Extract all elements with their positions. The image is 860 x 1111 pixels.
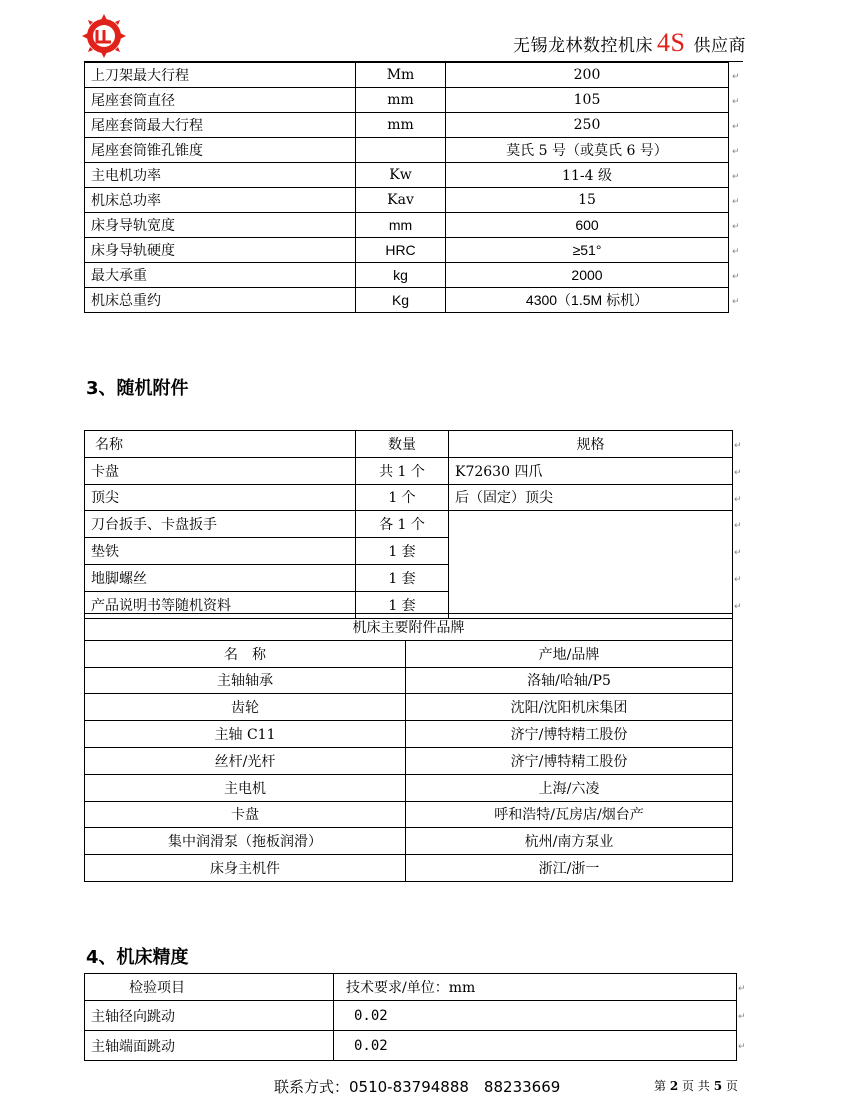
brand-origin: 洛轴/哈轴/P5	[406, 667, 733, 694]
spec-name: 床身导轨硬度	[85, 238, 356, 263]
header-qty: 数量	[356, 431, 449, 458]
accessories-header-row	[85, 431, 733, 458]
brand-part-name: 主轴 C11	[85, 721, 406, 748]
precision-header-value: 技术要求/单位：mm	[334, 974, 737, 1001]
brand-part-name: 床身主机件	[85, 855, 406, 882]
brand-part-name: 卡盘	[85, 801, 406, 828]
spec-name: 床身导轨宽度	[85, 213, 356, 238]
spec-name: 上刀架最大行程	[85, 63, 356, 88]
spec-row	[85, 138, 729, 163]
accessory-qty: 1 套	[356, 538, 449, 565]
spec-row	[85, 88, 729, 113]
paragraph-mark: ↵	[732, 146, 740, 157]
current-page: 2	[669, 1079, 679, 1093]
accessory-name: 产品说明书等随机资料	[85, 591, 356, 618]
accessory-qty: 1 套	[356, 591, 449, 618]
company-name: 无锡龙林数控机床	[513, 36, 654, 56]
brand-row	[85, 747, 733, 774]
spec-table	[84, 62, 729, 313]
spec-unit: Kw	[356, 163, 446, 188]
paragraph-mark: ↵	[732, 196, 740, 207]
spec-value: 11-4 级	[446, 163, 729, 188]
spec-unit: mm	[356, 88, 446, 113]
accessory-row	[85, 457, 733, 484]
page-indicator: 第 2 页 共 5 页	[654, 1079, 738, 1093]
brand-origin: 上海/六凌	[406, 774, 733, 801]
precision-header-item: 检验项目	[85, 974, 334, 1001]
precision-row	[85, 1031, 737, 1061]
paragraph-mark: ↵	[732, 71, 740, 82]
spec-value: 莫氏 5 号（或莫氏 6 号）	[446, 138, 729, 163]
precision-table	[84, 973, 737, 1061]
accessory-spec-empty	[449, 511, 733, 618]
accessory-spec: K72630 四爪	[449, 457, 733, 484]
spec-value: 200	[446, 63, 729, 88]
header-spec: 规格	[449, 431, 733, 458]
brand-row	[85, 774, 733, 801]
accessory-row	[85, 484, 733, 511]
precision-header-row	[85, 974, 737, 1001]
spec-row	[85, 288, 729, 313]
spec-value: 250	[446, 113, 729, 138]
accessory-name: 地脚螺丝	[85, 564, 356, 591]
spec-name: 机床总功率	[85, 188, 356, 213]
brand-part-name: 丝杆/光杆	[85, 747, 406, 774]
company-logo	[82, 14, 126, 58]
brand-table	[84, 613, 733, 882]
paragraph-mark: ↵	[732, 121, 740, 132]
spec-row	[85, 188, 729, 213]
spec-name: 最大承重	[85, 263, 356, 288]
paragraph-mark: ↵	[738, 1012, 746, 1022]
spec-name: 主电机功率	[85, 163, 356, 188]
spec-row	[85, 263, 729, 288]
header-name: 名称	[85, 431, 356, 458]
accessory-name: 垫铁	[85, 538, 356, 565]
spec-unit: mm	[356, 113, 446, 138]
paragraph-mark: ↵	[732, 246, 740, 257]
spec-name: 尾座套筒锥孔锥度	[85, 138, 356, 163]
paragraph-mark: ↵	[732, 271, 740, 282]
brand-origin: 沈阳/沈阳机床集团	[406, 694, 733, 721]
accessory-name: 卡盘	[85, 457, 356, 484]
accessory-qty: 各 1 个	[356, 511, 449, 538]
brand-header-name: 名 称	[85, 640, 406, 667]
precision-value: 0.02	[334, 1031, 737, 1061]
brand-origin: 呼和浩特/瓦房店/烟台产	[406, 801, 733, 828]
brand-part-name: 主轴轴承	[85, 667, 406, 694]
precision-row	[85, 1001, 737, 1031]
brand-part-name: 齿轮	[85, 694, 406, 721]
spec-unit: HRC	[356, 238, 446, 263]
brand-part-name: 主电机	[85, 774, 406, 801]
accessory-row	[85, 511, 733, 538]
brand-row	[85, 721, 733, 748]
spec-value: ≥51°	[446, 238, 729, 263]
spec-row	[85, 238, 729, 263]
company-suffix: 供应商	[693, 36, 746, 56]
spec-row	[85, 113, 729, 138]
brand-row	[85, 694, 733, 721]
spec-value: 2000	[446, 263, 729, 288]
spec-name: 尾座套筒最大行程	[85, 113, 356, 138]
brand-row	[85, 855, 733, 882]
paragraph-mark: ↵	[734, 494, 742, 505]
spec-value: 105	[446, 88, 729, 113]
brand-origin: 济宁/博特精工股份	[406, 747, 733, 774]
paragraph-mark: ↵	[734, 520, 742, 531]
section-4-title: 4、机床精度	[86, 947, 189, 968]
spec-unit	[356, 138, 446, 163]
accessory-name: 顶尖	[85, 484, 356, 511]
brand-row	[85, 667, 733, 694]
precision-value: 0.02	[334, 1001, 737, 1031]
spec-unit: Mm	[356, 63, 446, 88]
paragraph-mark: ↵	[734, 601, 742, 612]
precision-item: 主轴径向跳动	[85, 1001, 334, 1031]
paragraph-mark: ↵	[732, 96, 740, 107]
accessory-spec: 后（固定）顶尖	[449, 484, 733, 511]
brand-row	[85, 801, 733, 828]
paragraph-mark: ↵	[734, 574, 742, 585]
spec-unit: Kav	[356, 188, 446, 213]
brand-origin: 浙江/浙一	[406, 855, 733, 882]
paragraph-mark: ↵	[734, 467, 742, 478]
spec-value: 4300（1.5M 标机）	[446, 288, 729, 313]
paragraph-mark: ↵	[732, 296, 740, 307]
header-title	[513, 30, 746, 56]
footer-contact: 联系方式：0510-83794888 88233669	[274, 1078, 561, 1096]
brand-header-row	[85, 640, 733, 667]
accessory-qty: 1 套	[356, 564, 449, 591]
brand-part-name: 集中润滑泵（拖板润滑）	[85, 828, 406, 855]
spec-value: 600	[446, 213, 729, 238]
brand-origin: 济宁/博特精工股份	[406, 721, 733, 748]
spec-unit: mm	[356, 213, 446, 238]
accessory-qty: 共 1 个	[356, 457, 449, 484]
paragraph-mark: ↵	[734, 547, 742, 558]
spec-unit: Kg	[356, 288, 446, 313]
paragraph-mark: ↵	[732, 221, 740, 232]
paragraph-mark: ↵	[738, 1042, 746, 1052]
section-3-title: 3、随机附件	[86, 378, 189, 399]
spec-unit: kg	[356, 263, 446, 288]
paragraph-mark: ↵	[732, 171, 740, 182]
accessory-qty: 1 个	[356, 484, 449, 511]
spec-value: 15	[446, 188, 729, 213]
paragraph-mark: ↵	[738, 983, 746, 994]
brand-title: 机床主要附件品牌	[85, 614, 733, 641]
brand-title-row	[85, 614, 733, 641]
spec-row	[85, 163, 729, 188]
brand-header-origin: 产地/品牌	[406, 640, 733, 667]
total-pages: 5	[713, 1079, 723, 1093]
brand-4s: 4S	[657, 28, 686, 57]
spec-name: 机床总重约	[85, 288, 356, 313]
spec-name: 尾座套筒直径	[85, 88, 356, 113]
brand-row	[85, 828, 733, 855]
paragraph-mark: ↵	[734, 440, 742, 451]
accessory-name: 刀台扳手、卡盘扳手	[85, 511, 356, 538]
brand-origin: 杭州/南方泵业	[406, 828, 733, 855]
accessories-table	[84, 430, 733, 619]
spec-row	[85, 63, 729, 88]
spec-row	[85, 213, 729, 238]
precision-item: 主轴端面跳动	[85, 1031, 334, 1061]
